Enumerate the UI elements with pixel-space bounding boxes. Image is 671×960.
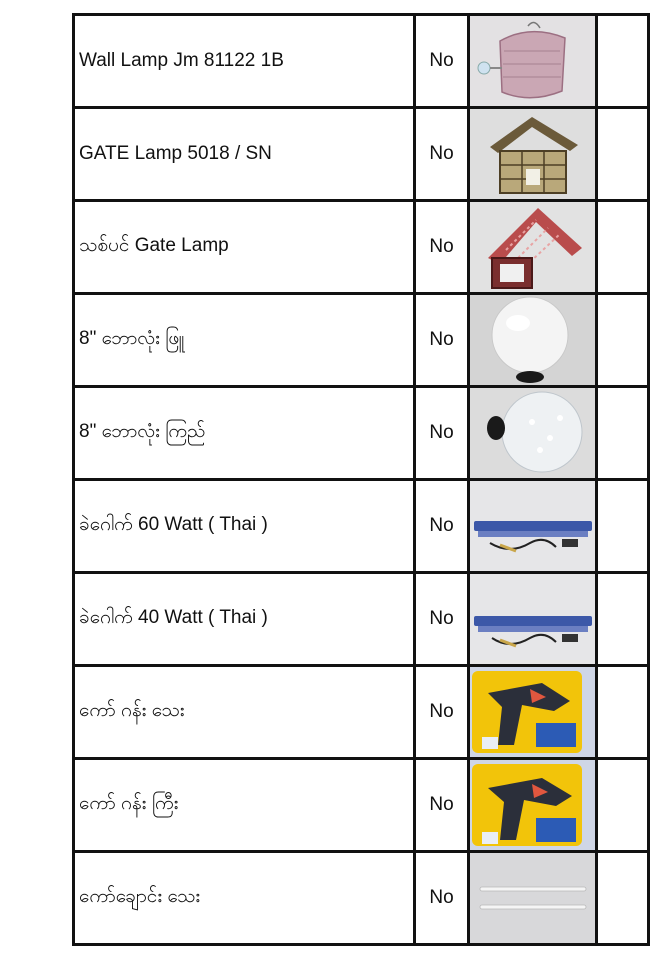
red-gate-lamp-photo <box>470 202 598 292</box>
stock-status: No <box>416 853 470 943</box>
stock-status: No <box>416 388 470 478</box>
stock-status: No <box>416 109 470 199</box>
product-name: ကော် ဂန်း သေး <box>75 667 416 757</box>
stock-status: No <box>416 202 470 292</box>
soldering-iron-60w-photo <box>470 481 598 571</box>
table-row <box>75 853 650 946</box>
product-name: ခဲဂေါက် 60 Watt ( Thai ) <box>75 481 416 571</box>
stock-status: No <box>416 574 470 664</box>
stock-status: No <box>416 16 470 106</box>
table-row <box>75 16 650 109</box>
gate-lamp-photo <box>470 109 598 199</box>
table-row <box>75 295 650 388</box>
stock-status: No <box>416 295 470 385</box>
product-name: ခဲဂေါက် 40 Watt ( Thai ) <box>75 574 416 664</box>
table-row <box>75 760 650 853</box>
product-name: 8" ဘောလုံး ကြည် <box>75 388 416 478</box>
product-table <box>72 13 650 946</box>
small-glue-gun-photo <box>470 667 598 757</box>
product-name: 8" ဘောလုံး ဖြူ <box>75 295 416 385</box>
large-glue-gun-photo <box>470 760 598 850</box>
product-name: GATE Lamp 5018 / SN <box>75 109 416 199</box>
stock-status: No <box>416 760 470 850</box>
stock-status: No <box>416 481 470 571</box>
clear-globe-photo <box>470 388 598 478</box>
white-globe-photo <box>470 295 598 385</box>
stock-status: No <box>416 667 470 757</box>
wall-lamp-photo <box>470 16 598 106</box>
table-row <box>75 202 650 295</box>
soldering-iron-40w-photo <box>470 574 598 664</box>
table-row <box>75 667 650 760</box>
product-name: ကော် ဂန်း ကြီး <box>75 760 416 850</box>
table-row <box>75 109 650 202</box>
table-row <box>75 388 650 481</box>
product-name: ကော်ချောင်း သေး <box>75 853 416 943</box>
table-row <box>75 481 650 574</box>
product-name: Wall Lamp Jm 81122 1B <box>75 16 416 106</box>
product-name: သစ်ပင် Gate Lamp <box>75 202 416 292</box>
table-row <box>75 574 650 667</box>
glue-sticks-photo <box>470 853 598 943</box>
